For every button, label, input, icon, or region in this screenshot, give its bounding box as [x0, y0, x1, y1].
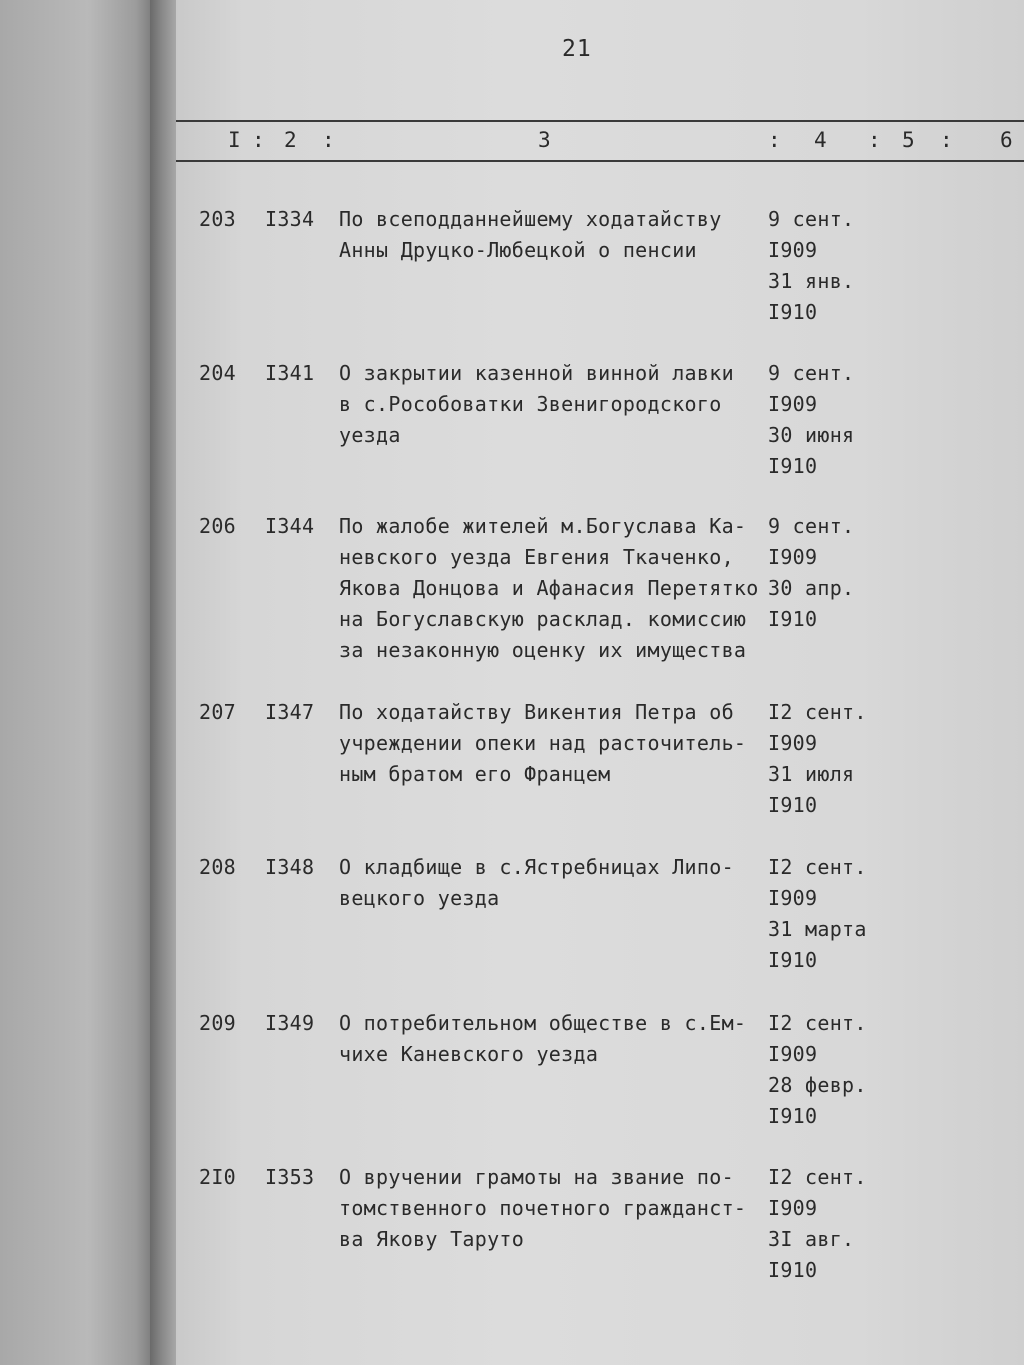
entry-title-line: учреждении опеки над расточитель-	[339, 731, 747, 755]
entry-date-line: I909	[768, 238, 818, 262]
column-header-6: 6	[1000, 128, 1013, 152]
entry-date-line: I2 сент.	[768, 1165, 867, 1189]
entry-date-line: 30 апр.	[768, 576, 855, 600]
entry-date-line: I909	[768, 1042, 818, 1066]
entry-date-line: I910	[768, 793, 818, 817]
entry-title-line: на Богуславскую расклад. комиссию	[339, 607, 747, 631]
entry-number: 208	[199, 855, 237, 879]
entry-title-line: ным братом его Францем	[339, 762, 611, 786]
entry-date-line: I910	[768, 948, 818, 972]
entry-date-line: I910	[768, 1258, 818, 1282]
entry-date-line: I909	[768, 1196, 818, 1220]
header-rule-top	[176, 120, 1024, 122]
entry-date-line: 9 сент.	[768, 361, 855, 385]
entry-date-line: 3I авг.	[768, 1227, 855, 1251]
entry-date-line: I909	[768, 886, 818, 910]
page-number: 21	[562, 36, 592, 62]
entry-date-line: 9 сент.	[768, 207, 855, 231]
entry-date-line: I2 сент.	[768, 1011, 867, 1035]
entry-date-line: 31 марта	[768, 917, 867, 941]
entry-date-line: I909	[768, 392, 818, 416]
entry-title-line: О закрытии казенной винной лавки	[339, 361, 734, 385]
entry-number: 203	[199, 207, 237, 231]
column-header-4: 4	[814, 128, 827, 152]
entry-title-line: О потребительном обществе в с.Ем-	[339, 1011, 747, 1035]
column-separator: :	[252, 128, 265, 152]
entry-date-line: I909	[768, 731, 818, 755]
entry-code: I353	[265, 1165, 315, 1189]
entry-number: 206	[199, 514, 237, 538]
entry-number: 2I0	[199, 1165, 237, 1189]
entry-title-line: в с.Рособоватки Звенигородского	[339, 392, 722, 416]
column-header-5: 5	[902, 128, 915, 152]
entry-title-line: чихе Каневского уезда	[339, 1042, 599, 1066]
entry-title-line: вецкого уезда	[339, 886, 500, 910]
entry-title-line: томственного почетного гражданст-	[339, 1196, 747, 1220]
entry-title-line: По ходатайству Викентия Петра об	[339, 700, 734, 724]
entry-date-line: I910	[768, 607, 818, 631]
column-separator: :	[768, 128, 781, 152]
entry-date-line: 30 июня	[768, 423, 855, 447]
entry-code: I348	[265, 855, 315, 879]
facing-page-left	[0, 0, 160, 1365]
entry-title-line: О кладбище в с.Ястребницах Липо-	[339, 855, 734, 879]
entry-title-line: ва Якову Таруто	[339, 1227, 525, 1251]
entry-date-line: I910	[768, 300, 818, 324]
entry-date-line: I910	[768, 454, 818, 478]
column-separator: :	[940, 128, 953, 152]
column-header-2: 2	[284, 128, 297, 152]
entry-title-line: По жалобе жителей м.Богуслава Ка-	[339, 514, 747, 538]
entry-title-line: невского уезда Евгения Ткаченко,	[339, 545, 734, 569]
entry-date-line: 28 февр.	[768, 1073, 867, 1097]
column-separator: :	[322, 128, 335, 152]
entry-number: 209	[199, 1011, 237, 1035]
entry-title-line: Якова Донцова и Афанасия Перетятко	[339, 576, 759, 600]
entry-code: I349	[265, 1011, 315, 1035]
entry-title-line: Анны Друцко-Любецкой о пенсии	[339, 238, 697, 262]
entry-date-line: 31 янв.	[768, 269, 855, 293]
entry-code: I334	[265, 207, 315, 231]
header-rule-bottom	[176, 160, 1024, 162]
entry-title-line: за незаконную оценку их имущества	[339, 638, 747, 662]
entry-number: 204	[199, 361, 237, 385]
entry-code: I347	[265, 700, 315, 724]
entry-title-line: По всеподданнейшему ходатайству	[339, 207, 722, 231]
column-header-3: 3	[538, 128, 551, 152]
entry-code: I341	[265, 361, 315, 385]
entry-date-line: I910	[768, 1104, 818, 1128]
entry-code: I344	[265, 514, 315, 538]
entry-date-line: I2 сент.	[768, 855, 867, 879]
column-separator: :	[868, 128, 881, 152]
entry-date-line: I909	[768, 545, 818, 569]
entry-title-line: О вручении грамоты на звание по-	[339, 1165, 734, 1189]
entry-date-line: I2 сент.	[768, 700, 867, 724]
entry-date-line: 9 сент.	[768, 514, 855, 538]
entry-date-line: 31 июля	[768, 762, 855, 786]
entry-number: 207	[199, 700, 237, 724]
column-header-1: I	[228, 128, 241, 152]
entry-title-line: уезда	[339, 423, 401, 447]
